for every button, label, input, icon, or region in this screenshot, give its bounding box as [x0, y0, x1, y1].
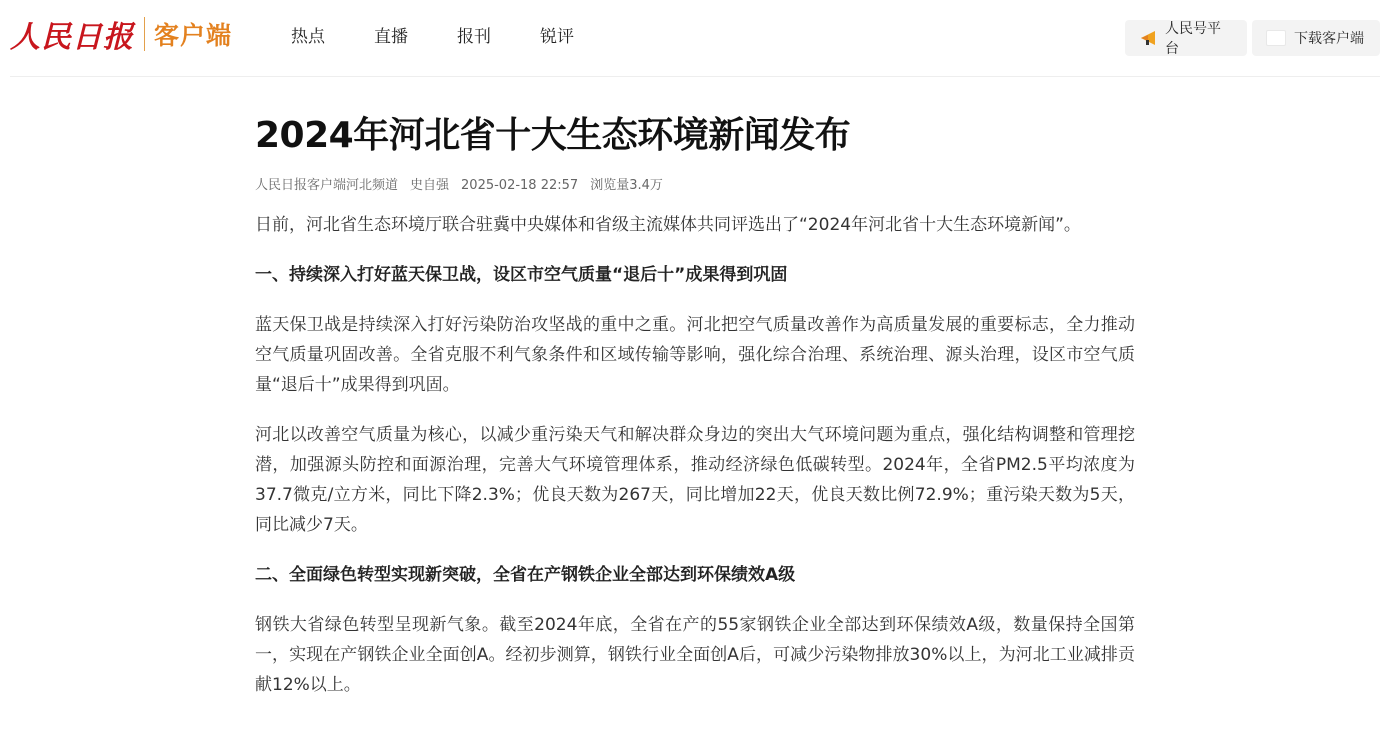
article-title: 2024年河北省十大生态环境新闻发布 — [255, 115, 851, 156]
article-subheading: 二、全面绿色转型实现新突破，全省在产钢铁企业全部达到环保绩效A级 — [255, 565, 796, 585]
article-paragraph: 钢铁大省绿色转型呈现新气象。截至2024年底，全省在产的55家钢铁企业全部达到环保绩效A级，数量保持全国第一，实现在产钢铁企业全面创A。经初步测算，钢铁行业全面创A后，可减少污染物排放30%以上，为河北工业减排贡献12%以上。 — [255, 615, 1135, 695]
logo-client-label: 客户端 — [154, 21, 233, 50]
nav-item-newspaper[interactable]: 报刊 — [457, 27, 491, 47]
article-subheading: 一、持续深入打好蓝天保卫战，设区市空气质量“退后十”成果得到巩固 — [255, 265, 788, 285]
app-logo-icon — [1266, 30, 1286, 46]
site-header — [0, 0, 1384, 77]
logo-divider — [144, 17, 145, 51]
nav-item-hot[interactable]: 热点 — [291, 27, 325, 47]
article — [255, 110, 1135, 700]
article-meta — [255, 176, 1135, 196]
article-time: 2025-02-18 22:57 — [461, 178, 579, 193]
nav-item-live[interactable]: 直播 — [374, 27, 408, 47]
people-platform-label: 人民号平台 — [1165, 21, 1221, 57]
site-logo[interactable] — [10, 14, 232, 54]
main-nav — [291, 25, 623, 49]
download-app-button[interactable] — [1252, 20, 1380, 56]
article-paragraph: 日前，河北省生态环境厅联合驻冀中央媒体和省级主流媒体共同评选出了“2024年河北省十大生态环境新闻”。 — [255, 215, 1081, 235]
article-views: 浏览量3.4万 — [590, 178, 663, 193]
download-app-label: 下载客户端 — [1294, 31, 1364, 47]
people-platform-button[interactable] — [1125, 20, 1247, 56]
article-source[interactable]: 人民日报客户端河北频道 — [255, 178, 399, 193]
article-paragraph: 河北以改善空气质量为核心，以减少重污染天气和解决群众身边的突出大气环境问题为重点，强化结构调整和管理挖潜，加强源头防控和面源治理，完善大气环境管理体系，推动经济绿色低碳转型。2024年，全省PM2.5平均浓度为37.7微克/立方米，同比下降2.3%；优良天数为267天，同比增加22天，优良天数比例72.9%；重污染天数为5天，同比减少7天。 — [255, 425, 1135, 535]
article-author: 史自强 — [410, 178, 450, 193]
logo-people-daily: 人民日报 — [10, 20, 134, 55]
header-divider — [10, 76, 1380, 77]
nav-item-commentary[interactable]: 锐评 — [540, 27, 574, 47]
article-paragraph: 蓝天保卫战是持续深入打好污染防治攻坚战的重中之重。河北把空气质量改善作为高质量发展的重要标志，全力推动空气质量巩固改善。全省克服不利气象条件和区域传输等影响，强化综合治理、系统治理、源头治理，设区市空气质量“退后十”成果得到巩固。 — [255, 315, 1135, 395]
megaphone-icon — [1139, 30, 1159, 46]
